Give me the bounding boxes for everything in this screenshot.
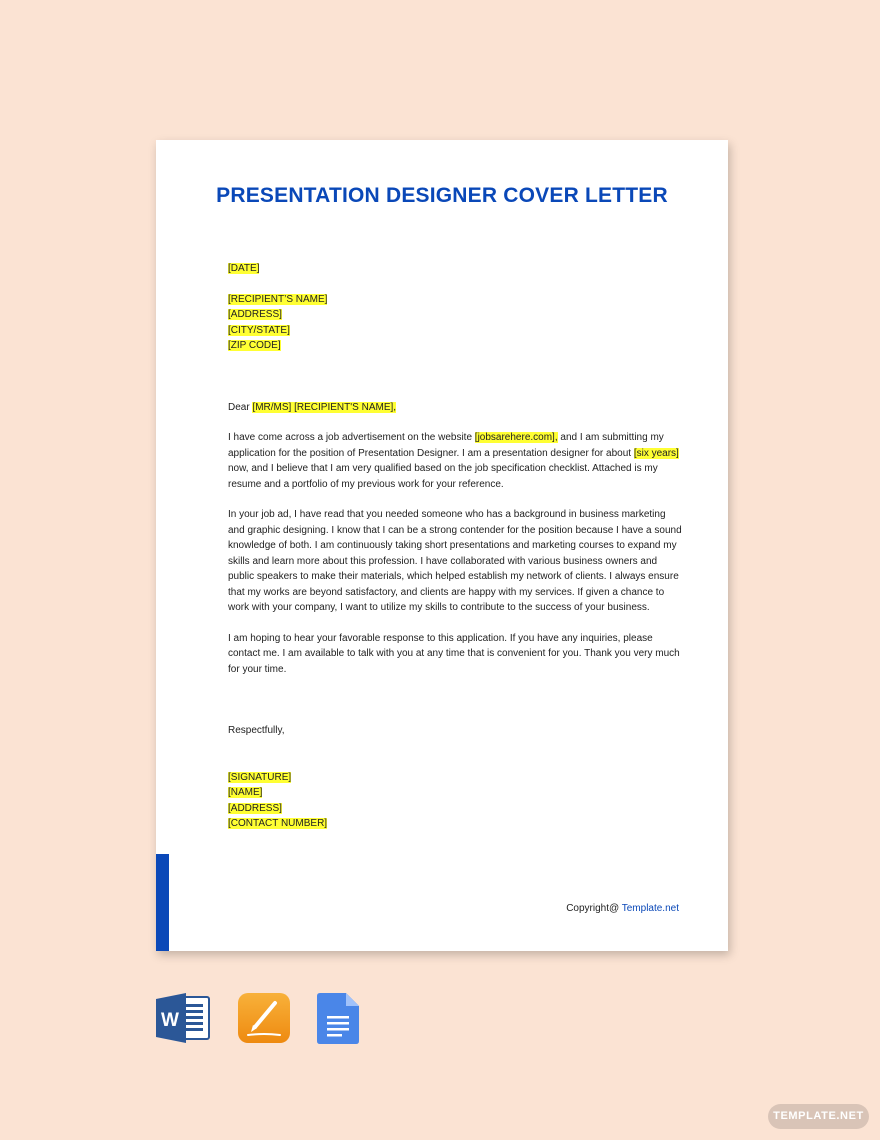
years-placeholder: [six years] [633, 447, 679, 459]
recipient-name-placeholder: [RECIPIENT’S NAME] [228, 293, 328, 305]
closing: Respectfully, [228, 725, 285, 736]
date-line [228, 261, 683, 277]
recipient-block [228, 292, 683, 354]
letter-body [228, 261, 683, 832]
template-net-watermark[interactable]: TEMPLATE.NET [768, 1104, 869, 1129]
recipient-city-placeholder: [CITY/STATE] [228, 324, 290, 336]
recipient-zip-placeholder: [ZIP CODE] [228, 340, 281, 351]
copyright-link[interactable]: Template.net [621, 903, 679, 914]
recipient-address-placeholder: [ADDRESS] [228, 309, 282, 320]
paragraph-1-text-c: now, and I believe that I am very qualified based on the job specification checklist. Attached is my resume and a portfolio of my previous work for your reference. [228, 463, 658, 490]
paragraph-2: In your job ad, I have read that you needed someone who has a background in business marketing and graphic designing. I know that I can be a strong contender for the position because I have a sound knowledge of both. I am continuously taking short presentations and marketing courses to expand my skills and learn more about this profession. I have collaborated with various business owners and public speakers to make their materials, which helped establish my network of clients. I always ensure that my works are beyond satisfactory, and clients are happy with my services. If given a chance to work with your company, I want to utilize my skills to contribute to the success of your business. [228, 509, 682, 613]
paragraph-1 [228, 430, 683, 492]
name-placeholder: [NAME] [228, 787, 263, 798]
copyright-prefix: Copyright@ [566, 903, 622, 914]
salutation [228, 400, 683, 416]
accent-bar [156, 854, 169, 951]
signature-placeholder: [SIGNATURE] [228, 771, 292, 783]
website-placeholder: [jobsarehere.com], [474, 432, 558, 443]
contact-number-placeholder: [CONTACT NUMBER] [228, 818, 328, 829]
paragraph-1-text-a: I have come across a job advertisement on the website [228, 432, 475, 443]
apple-pages-icon[interactable] [238, 993, 290, 1043]
copyright [566, 903, 679, 914]
paragraph-3: I am hoping to hear your favorable response to this application. If you have any inquiries, please contact me. I am available to talk with you at any time that is convenient for you. Thank you very much for your time. [228, 632, 680, 675]
signature-block [228, 770, 683, 832]
document-title: PRESENTATION DESIGNER COVER LETTER [216, 184, 668, 207]
address-placeholder: [ADDRESS] [228, 802, 282, 814]
document-page [156, 140, 728, 951]
microsoft-word-icon[interactable] [156, 993, 210, 1043]
paragraph-1-text-b: and I am submitting my application for the position of Presentation Designer. I am a presentation designer for about [228, 432, 664, 459]
word-icon-letter: W [161, 1010, 179, 1031]
salutation-prefix: Dear [228, 401, 253, 413]
google-docs-icon[interactable] [317, 993, 359, 1044]
salutation-placeholder: [MR/MS] [RECIPIENT'S NAME], [252, 401, 397, 413]
date-placeholder: [DATE] [228, 263, 260, 274]
